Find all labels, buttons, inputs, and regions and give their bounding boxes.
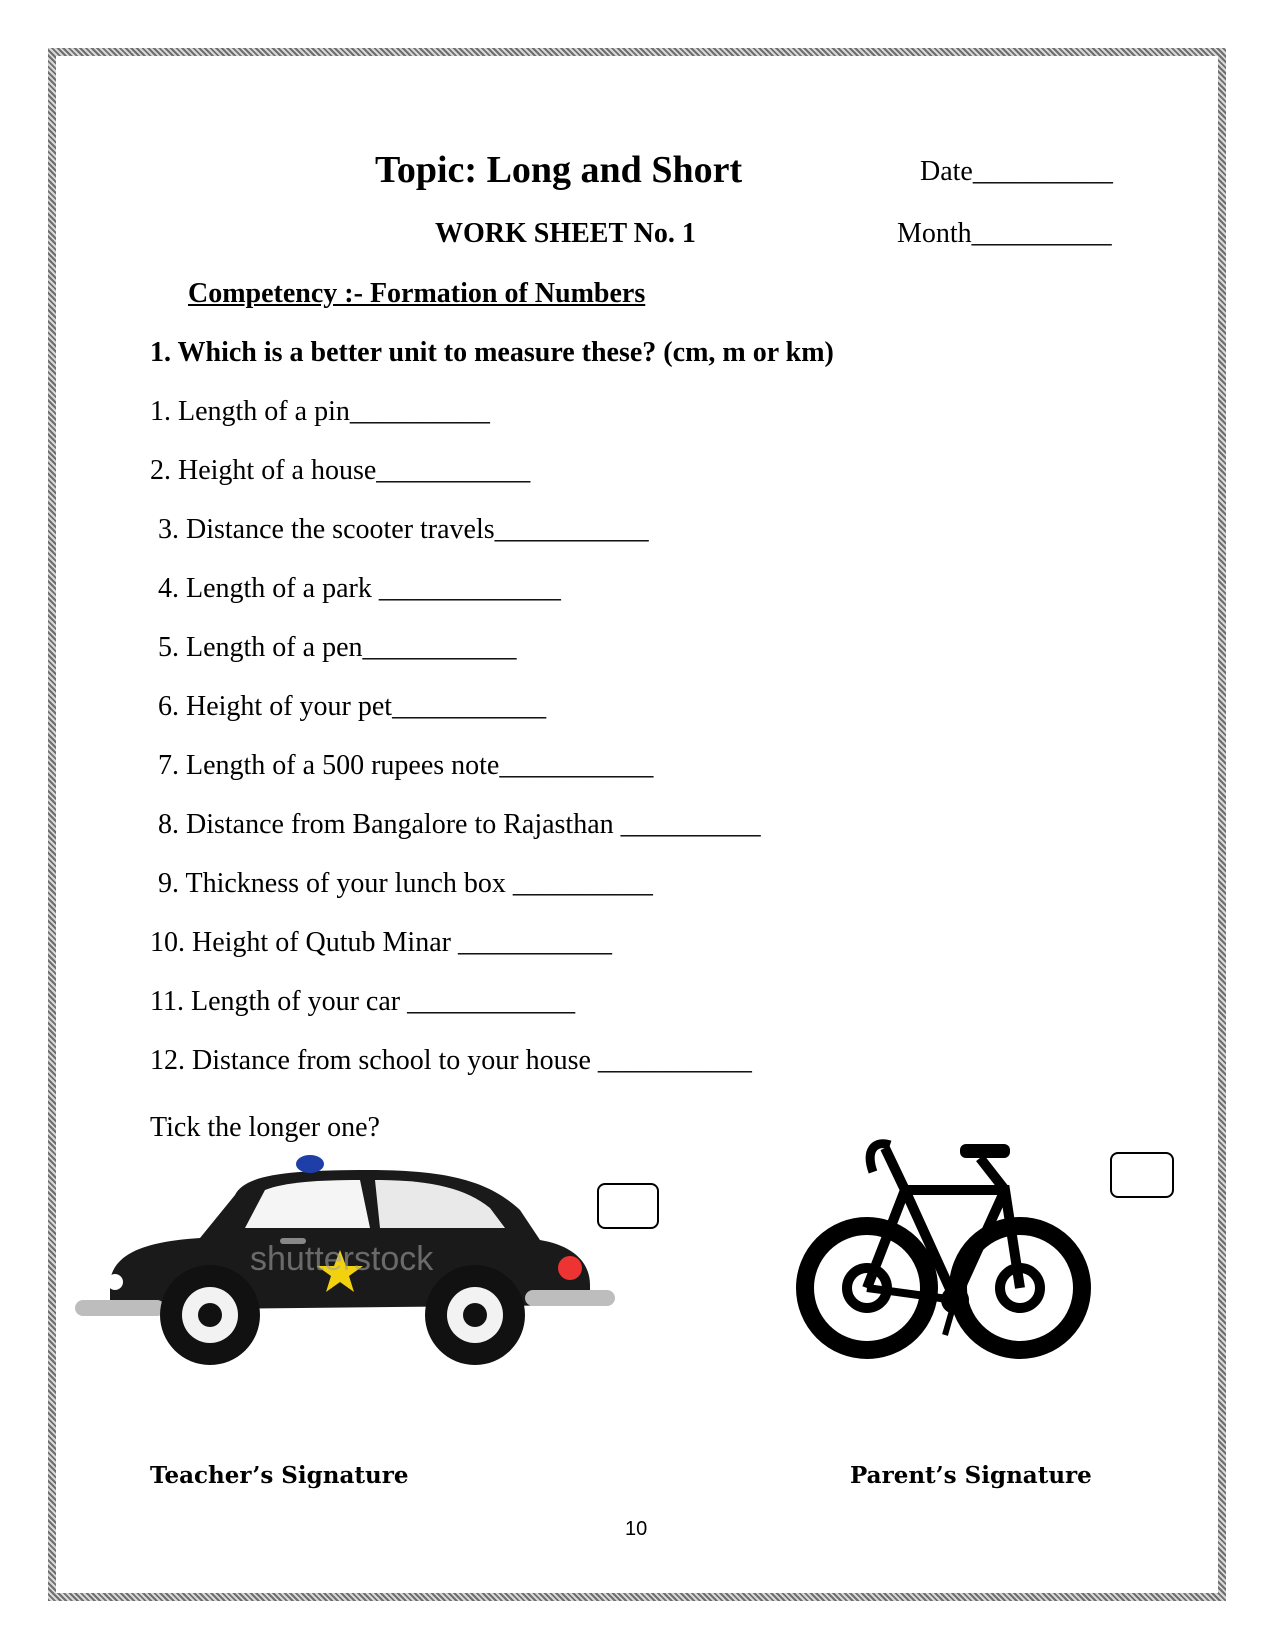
page-number: 10 <box>625 1518 648 1540</box>
parent-signature-label: Parent’s Signature <box>850 1462 1092 1489</box>
question-item: 9. Thickness of your lunch box __________ <box>158 868 653 899</box>
question-item: 10. Height of Qutub Minar ___________ <box>150 927 612 958</box>
question-item: 11. Length of your car ____________ <box>150 986 576 1017</box>
competency-heading: Competency :- Formation of Numbers <box>188 278 646 309</box>
question-item: 12. Distance from school to your house ___________ <box>150 1045 752 1076</box>
worksheet-number: WORK SHEET No. 1 <box>435 218 696 249</box>
question-item: 5. Length of a pen___________ <box>158 632 517 663</box>
month-field: Month__________ <box>897 218 1112 249</box>
question-heading: 1. Which is a better unit to measure these? (cm, m or km) <box>150 337 834 368</box>
question-item: 3. Distance the scooter travels___________ <box>158 514 649 545</box>
tick-box-bicycle[interactable] <box>1110 1152 1174 1198</box>
bicycle-icon <box>795 1130 1095 1370</box>
date-field: Date__________ <box>920 156 1113 187</box>
tick-prompt: Tick the longer one? <box>150 1112 380 1143</box>
question-item: 6. Height of your pet___________ <box>158 691 547 722</box>
question-item: 4. Length of a park _____________ <box>158 573 561 604</box>
question-item: 1. Length of a pin__________ <box>150 396 490 427</box>
teacher-signature-label: Teacher’s Signature <box>150 1462 409 1489</box>
page-title: Topic: Long and Short <box>375 149 743 191</box>
tick-box-car[interactable] <box>597 1183 659 1229</box>
question-item: 7. Length of a 500 rupees note___________ <box>158 750 654 781</box>
question-item: 8. Distance from Bangalore to Rajasthan __________ <box>158 809 761 840</box>
question-item: 2. Height of a house___________ <box>150 455 531 486</box>
watermark-text: shutterstock <box>250 1240 434 1278</box>
